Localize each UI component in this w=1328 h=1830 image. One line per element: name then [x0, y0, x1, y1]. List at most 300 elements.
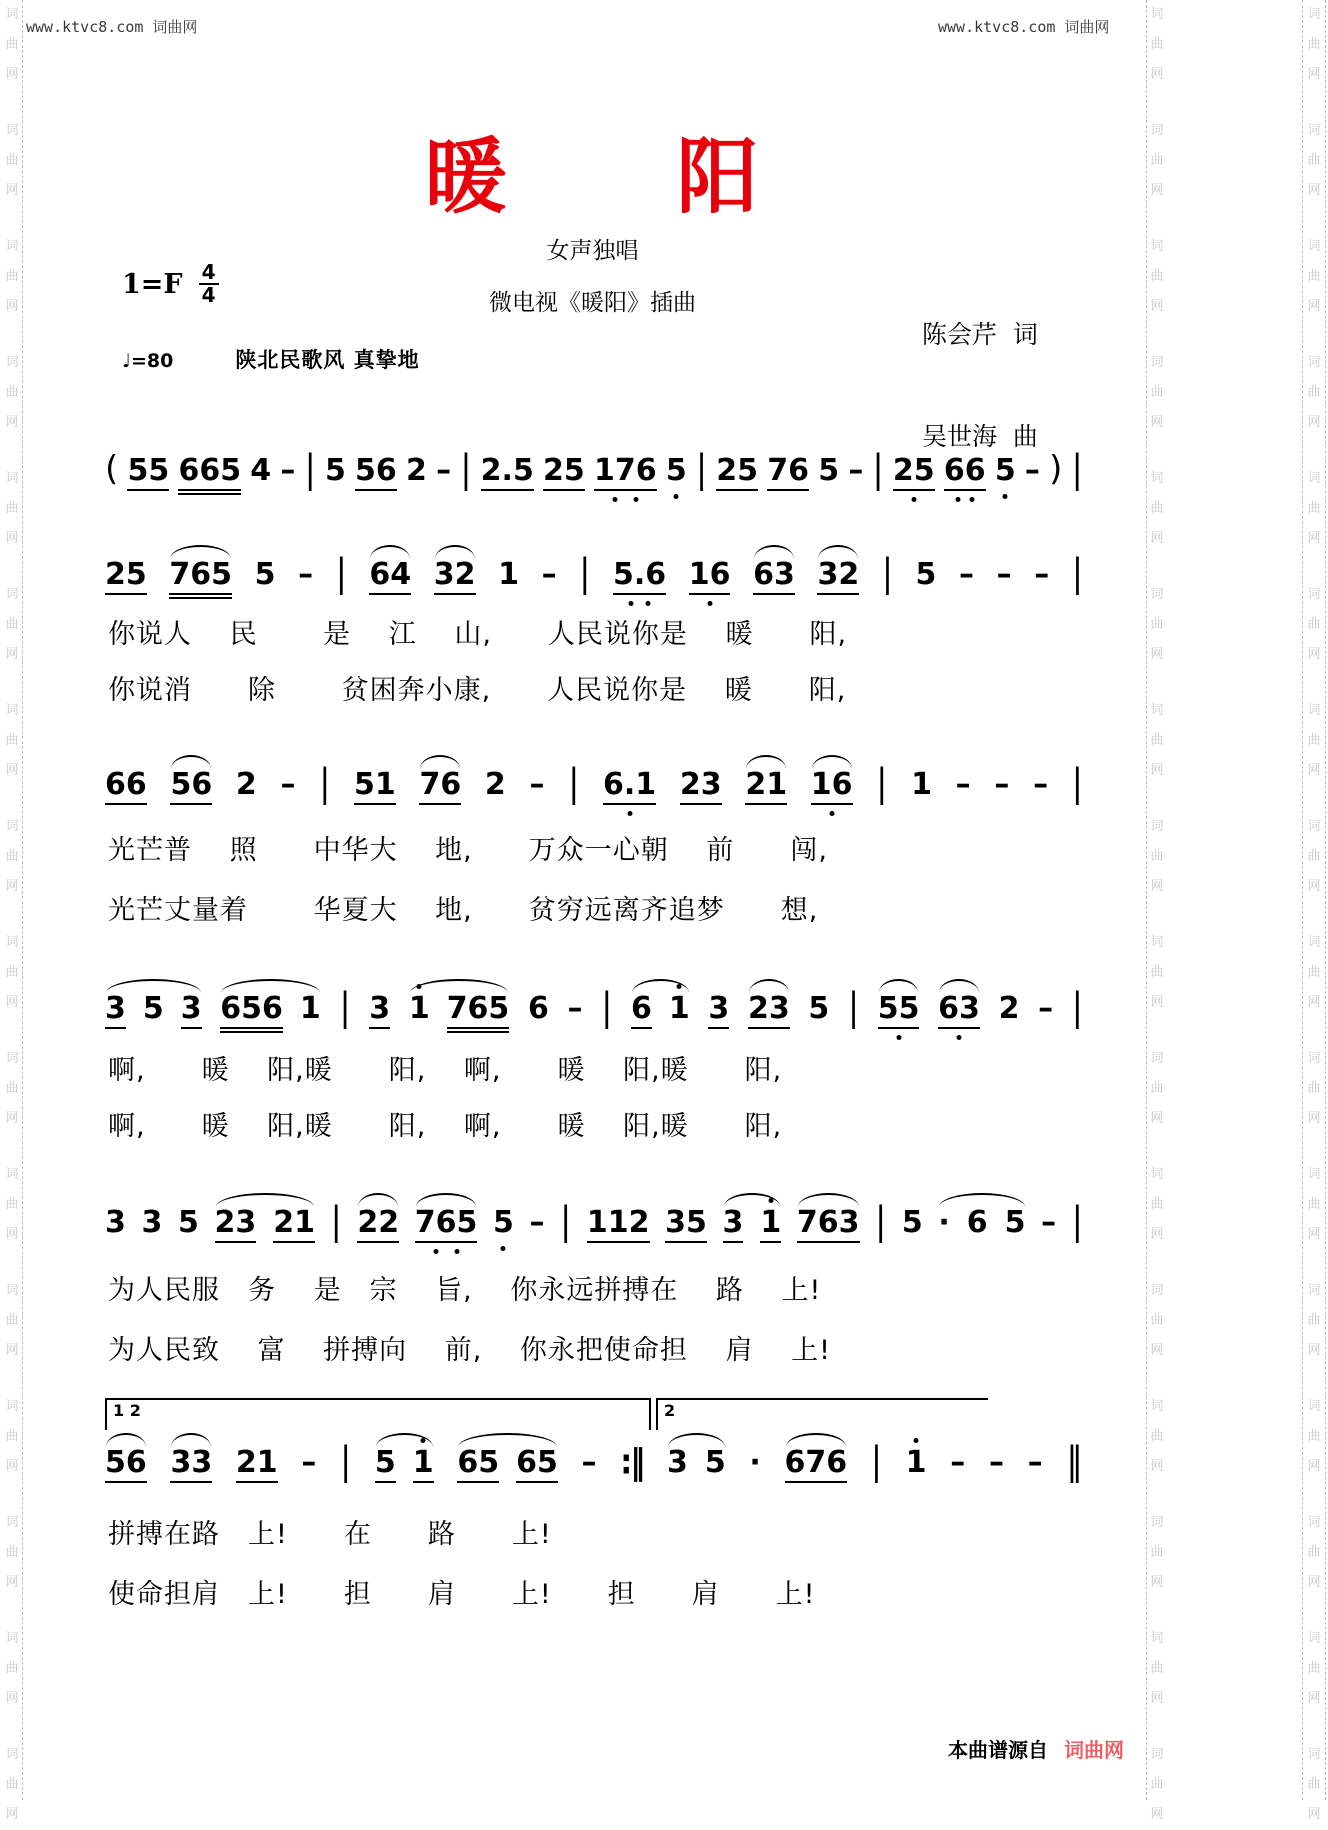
note-token: – [959, 557, 975, 592]
slur-group [753, 557, 795, 595]
note-token: 35 [665, 1208, 707, 1243]
margin-watermark-char: 网 [1150, 995, 1164, 1010]
margin-watermark-char: 词 [1150, 7, 1164, 22]
barline: | [568, 760, 580, 805]
margin-watermark-char: 网 [1307, 67, 1321, 82]
note-token: – [280, 767, 296, 802]
margin-watermark-char: 曲 [1307, 1313, 1321, 1328]
note-token: 112 [587, 1208, 650, 1243]
barline: | [579, 550, 591, 595]
slur-group [419, 767, 462, 805]
slur-group [938, 1205, 1026, 1240]
margin-watermark-char: 词 [1307, 239, 1321, 254]
note-token: ) [1049, 449, 1063, 489]
footer [948, 1734, 1124, 1763]
slur-group [374, 1445, 434, 1483]
note-token: 5 [808, 991, 830, 1026]
note-token: – [950, 1445, 966, 1480]
note-token: 5 [178, 1205, 199, 1240]
note-token: 5 [254, 557, 276, 592]
margin-watermark-char: 网 [1307, 1691, 1321, 1706]
barline: | [330, 1198, 342, 1243]
note-token: – [301, 1445, 317, 1480]
note-token: 5.6 [613, 560, 666, 595]
note-token: 1 [413, 1448, 434, 1483]
margin-watermark-char: 网 [1307, 183, 1321, 198]
margin-watermark-char: 词 [5, 7, 19, 22]
margin-watermark-char: 曲 [5, 733, 19, 748]
margin-watermark-char: 曲 [5, 1545, 19, 1560]
note-token: 63 [938, 994, 980, 1029]
margin-watermark-char: 曲 [1150, 965, 1164, 980]
margin-watermark-char: 曲 [1307, 37, 1321, 52]
composer-credit: 吴世海 曲 [922, 422, 1038, 451]
margin-watermark-char: 曲 [1150, 1429, 1164, 1444]
octave-dot-below [911, 497, 916, 502]
margin-watermark-char: 曲 [5, 1661, 19, 1676]
note-token: 176 [594, 456, 657, 491]
music-line-6 [105, 1422, 1083, 1483]
octave-dot-above [421, 1438, 426, 1443]
key-time-signature [122, 262, 219, 306]
margin-watermark-char: 词 [1307, 1399, 1321, 1414]
margin-watermark-char: 曲 [1307, 501, 1321, 516]
note-token: 5 [666, 456, 687, 486]
margin-watermark-char: 曲 [1150, 1777, 1164, 1792]
margin-watermark-char: 网 [5, 879, 19, 894]
note-token: 2 [406, 453, 427, 488]
note-token: 21 [236, 1448, 278, 1483]
tempo-row [122, 344, 420, 374]
margin-watermark-char: 曲 [5, 153, 19, 168]
margin-watermark-char: 词 [1150, 123, 1164, 138]
margin-watermark-char: 曲 [1150, 153, 1164, 168]
margin-watermark-char: 曲 [1307, 1081, 1321, 1096]
octave-dot-below [829, 811, 834, 816]
key-signature: 1=F [122, 268, 183, 300]
margin-watermark-char: 网 [1307, 879, 1321, 894]
volta-label: 2 [664, 1401, 676, 1420]
note-token: – [955, 767, 971, 802]
margin-watermark-char: 曲 [5, 1777, 19, 1792]
margin-watermark-char: 网 [5, 67, 19, 82]
volta-bracket-1 [105, 1398, 651, 1430]
lyrics-line-5: 啊, 暖 阳,暖 阳, 啊, 暖 阳,暖 阳, [108, 1055, 783, 1086]
barline: | [876, 760, 888, 805]
octave-dot-below [433, 1249, 438, 1254]
margin-watermark-char: 曲 [5, 1313, 19, 1328]
note-token: 1 [498, 557, 520, 592]
note-token: 5 [375, 1448, 396, 1483]
barline: | [870, 1438, 882, 1483]
slur-group [357, 1205, 400, 1243]
note-token: 56 [105, 1448, 147, 1483]
margin-watermark-char: 词 [5, 355, 19, 370]
note-token: 32 [817, 560, 859, 595]
site-link-top-left[interactable]: www.ktvc8.com 词曲网 [26, 18, 198, 36]
note-token: 4 [250, 453, 272, 488]
note-token: 3 [181, 994, 202, 1029]
note-token: 1 [760, 1208, 781, 1243]
margin-watermark-char: 曲 [1307, 733, 1321, 748]
margin-watermark-char: 曲 [1307, 1545, 1321, 1560]
barline: | [304, 446, 316, 491]
note-token: – [529, 1205, 545, 1240]
footer-source-label: 本曲谱源自 [948, 1738, 1048, 1762]
note-token: 3 [666, 1445, 688, 1480]
tempo-marking: ♩=80 [122, 350, 174, 372]
note-token: 76 [767, 456, 809, 491]
margin-watermark-char: 网 [5, 531, 19, 546]
note-token: 32 [434, 560, 476, 595]
note-token: 25 [105, 560, 147, 595]
margin-watermark-char: 网 [1150, 1343, 1164, 1358]
margin-watermark-char: 网 [1150, 183, 1164, 198]
note-token: 5 [915, 557, 937, 592]
margin-watermark-char: 词 [1307, 1051, 1321, 1066]
episode-note: 微电视《暖阳》插曲 [489, 290, 696, 316]
margin-watermark-char: 词 [5, 123, 19, 138]
note-token: 2.5 [481, 456, 534, 491]
margin-watermark-char: 网 [1150, 1575, 1164, 1590]
margin-watermark-char: 曲 [1150, 617, 1164, 632]
note-token: 76 [419, 770, 461, 805]
note-token: 5 [142, 991, 164, 1026]
lyrics-line-6: 啊, 暖 阳,暖 阳, 啊, 暖 阳,暖 阳, [108, 1111, 783, 1142]
barline: | [340, 1438, 352, 1483]
margin-watermark-char: 网 [1150, 67, 1164, 82]
margin-watermark-char: 词 [1150, 1283, 1164, 1298]
site-link-top-right[interactable]: www.ktvc8.com 词曲网 [938, 18, 1110, 36]
margin-watermark-char: 网 [1150, 763, 1164, 778]
margin-watermark-char: 词 [1150, 1631, 1164, 1646]
margin-watermark-char: 词 [5, 587, 19, 602]
margin-watermark-char: 词 [1307, 587, 1321, 602]
lyricist-credit: 陈会芹 词 [922, 320, 1038, 349]
lyrics-line-4: 光芒丈量着 华夏大 地, 贫穷远离齐追梦 想, [108, 895, 819, 926]
margin-watermark-char: 曲 [5, 965, 19, 980]
lyrics-line-2: 你说消 除 贫困奔小康, 人民说你是 暖 阳, [108, 675, 847, 706]
margin-watermark-char: 词 [1150, 587, 1164, 602]
margin-watermark-char: 曲 [1150, 269, 1164, 284]
octave-dot-below [646, 601, 651, 606]
margin-watermark-char: 曲 [1150, 733, 1164, 748]
margin-watermark-char: 词 [1150, 355, 1164, 370]
margin-watermark-char: 网 [5, 299, 19, 314]
margin-watermark-char: 曲 [1150, 37, 1164, 52]
barline: :‖ [620, 1442, 644, 1483]
margin-watermark-char: 词 [1307, 355, 1321, 370]
note-token: – [1027, 1445, 1043, 1480]
margin-watermark-char: 曲 [5, 849, 19, 864]
slur-group [433, 557, 476, 595]
margin-watermark-char: 网 [5, 1575, 19, 1590]
slur-group [817, 557, 860, 595]
margin-watermark-char: 词 [1150, 1167, 1164, 1182]
barline: | [872, 446, 884, 491]
margin-watermark-char: 网 [5, 1343, 19, 1358]
margin-watermark-char: 词 [1307, 1283, 1321, 1298]
note-token: 65 [457, 1448, 499, 1483]
barline: | [1071, 984, 1083, 1029]
octave-dot-above [768, 1198, 773, 1203]
note-token: 1 [409, 994, 430, 1024]
note-token: 6 [527, 991, 549, 1026]
note-token: 3 [141, 1205, 163, 1240]
margin-watermark-char: 网 [1307, 1459, 1321, 1474]
margin-watermark-char: 网 [5, 1111, 19, 1126]
margin-watermark-char: 曲 [5, 385, 19, 400]
note-token: 3 [105, 1205, 126, 1240]
note-token: 5 [493, 1208, 514, 1238]
note-token: 5 [818, 453, 840, 488]
margin-watermark-char: 曲 [5, 1081, 19, 1096]
margin-watermark-char: 网 [1307, 1575, 1321, 1590]
volta-bracket-2 [656, 1398, 988, 1430]
margin-watermark-char: 曲 [1307, 849, 1321, 864]
margin-watermark-char: 曲 [1150, 1081, 1164, 1096]
right-margin-watermark-inner [1146, 0, 1167, 1822]
slur-group [170, 767, 213, 805]
note-token: 6 [631, 994, 652, 1029]
note-token: – [1033, 767, 1049, 802]
note-token: 3 [105, 994, 126, 1029]
note-token: 25 [716, 456, 758, 491]
slur-group [105, 991, 202, 1029]
margin-watermark-char: 网 [1307, 1343, 1321, 1358]
margin-watermark-char: 词 [5, 471, 19, 486]
octave-dot-above [677, 984, 682, 989]
barline: ‖ [1066, 1438, 1083, 1483]
margin-watermark-char: 网 [1150, 531, 1164, 546]
margin-watermark-char: 网 [5, 647, 19, 662]
margin-watermark-char: 词 [5, 1167, 19, 1182]
margin-watermark-char: 词 [1307, 935, 1321, 950]
margin-watermark-char: 曲 [1150, 1313, 1164, 1328]
margin-watermark-char: 曲 [1307, 1777, 1321, 1792]
margin-watermark-char: 网 [5, 1807, 19, 1822]
music-line-3 [105, 744, 1083, 805]
lyrics-line-3: 光芒普 照 中华大 地, 万众一心朝 前 闯, [108, 835, 828, 866]
margin-watermark-char: 词 [1150, 239, 1164, 254]
slur-group [408, 991, 510, 1029]
note-token: 56 [170, 770, 212, 805]
note-token: – [581, 1445, 597, 1480]
note-token: – [848, 453, 864, 488]
margin-watermark-char: 词 [5, 1515, 19, 1530]
octave-dot-below [896, 1035, 901, 1040]
margin-watermark-char: 网 [1150, 879, 1164, 894]
left-margin-watermark [2, 0, 23, 1822]
note-token: 22 [357, 1208, 399, 1243]
slur-group [631, 991, 690, 1029]
octave-dot-above [914, 1438, 919, 1443]
note-token: 5 [995, 456, 1016, 486]
margin-watermark-char: 网 [5, 183, 19, 198]
margin-watermark-char: 词 [5, 1051, 19, 1066]
time-signature [199, 262, 219, 306]
barline: | [695, 446, 708, 491]
note-token: 66 [944, 456, 986, 491]
margin-watermark-char: 曲 [1307, 1429, 1321, 1444]
note-token: 5 [1004, 1205, 1026, 1240]
margin-watermark-char: 曲 [5, 37, 19, 52]
note-token: 1 [911, 767, 932, 802]
slur-group [666, 1445, 726, 1480]
note-token: 64 [369, 560, 411, 595]
barline: | [460, 446, 472, 491]
slur-group [938, 991, 980, 1029]
barline: | [601, 984, 613, 1029]
barline: | [1071, 446, 1083, 491]
margin-watermark-char: 词 [5, 1747, 19, 1762]
volta-label: 1 2 [113, 1401, 141, 1420]
margin-watermark-char: 词 [1150, 1747, 1164, 1762]
note-token: 765 [447, 994, 510, 1029]
margin-watermark-char: 网 [1307, 1807, 1321, 1822]
slur-group [784, 1445, 848, 1483]
margin-watermark-char: 网 [5, 763, 19, 778]
note-token: 763 [797, 1208, 860, 1243]
octave-dot-below [633, 497, 638, 502]
note-token: 23 [748, 994, 790, 1029]
margin-watermark-char: 网 [5, 995, 19, 1010]
music-line-2 [105, 534, 1083, 595]
margin-watermark-char: 网 [5, 1459, 19, 1474]
margin-watermark-char: 词 [1150, 1399, 1164, 1414]
octave-dot-below [627, 811, 632, 816]
margin-watermark-char: 网 [1150, 1227, 1164, 1242]
right-margin-watermark-outer [1302, 0, 1326, 1822]
lyrics-line-9: 拼搏在路 上! 在 路 上! [108, 1519, 552, 1550]
note-token: 25 [893, 456, 935, 491]
note-token: 25 [543, 456, 585, 491]
margin-watermark-char: 曲 [5, 269, 19, 284]
note-token: 16 [811, 770, 853, 805]
margin-watermark-char: 曲 [1150, 849, 1164, 864]
note-token: – [996, 557, 1012, 592]
octave-dot-below [628, 601, 633, 606]
margin-watermark-char: 网 [1307, 415, 1321, 430]
margin-watermark-char: 网 [1307, 647, 1321, 662]
slur-group [105, 1445, 147, 1483]
note-token: 6.1 [603, 770, 656, 805]
lyrics-line-7: 为人民服 务 是 宗 旨, 你永远拼搏在 路 上! [108, 1275, 822, 1306]
music-line-1 [105, 430, 1083, 491]
octave-dot-below [955, 497, 960, 502]
margin-watermark-char: 网 [1307, 299, 1321, 314]
margin-watermark-char: 曲 [5, 617, 19, 632]
margin-watermark-char: 曲 [1307, 965, 1321, 980]
octave-dot-below [674, 494, 679, 499]
margin-watermark-char: 网 [5, 415, 19, 430]
margin-watermark-char: 词 [1307, 7, 1321, 22]
style-marking: 陕北民歌风 真挚地 [235, 348, 420, 372]
slur-group [170, 1445, 213, 1483]
note-token: – [436, 453, 452, 488]
note-token: 3 [369, 994, 390, 1029]
margin-watermark-char: 词 [1150, 819, 1164, 834]
octave-dot-below [612, 497, 617, 502]
margin-watermark-char: 词 [1150, 935, 1164, 950]
margin-watermark-char: 词 [1150, 703, 1164, 718]
barline: | [560, 1198, 572, 1243]
margin-watermark-char: 词 [1307, 819, 1321, 834]
slur-group [220, 991, 321, 1029]
slur-group [877, 991, 920, 1029]
margin-watermark-char: 网 [1150, 1691, 1164, 1706]
note-token: – [567, 991, 583, 1026]
note-token: – [541, 557, 557, 592]
slur-group [745, 767, 788, 805]
octave-dot-below [454, 1249, 459, 1254]
note-token: 56 [355, 456, 397, 491]
margin-watermark-char: 曲 [1150, 385, 1164, 400]
note-token: – [280, 453, 296, 488]
note-token: 21 [745, 770, 787, 805]
octave-dot-below [957, 1035, 962, 1040]
margin-watermark-char: 网 [1307, 531, 1321, 546]
margin-watermark-char: 网 [1150, 647, 1164, 662]
margin-watermark-char: 词 [1307, 1167, 1321, 1182]
note-token: 51 [354, 770, 396, 805]
barline: | [1071, 550, 1083, 595]
barline: | [1071, 760, 1083, 805]
music-line-4 [105, 968, 1083, 1029]
note-token: – [298, 557, 314, 592]
note-token: 55 [127, 456, 169, 491]
note-token: 21 [273, 1208, 315, 1243]
margin-watermark-char: 词 [1307, 123, 1321, 138]
margin-watermark-char: 曲 [1307, 153, 1321, 168]
margin-watermark-char: 词 [5, 1631, 19, 1646]
note-token: 65 [516, 1448, 558, 1483]
note-token: ( [105, 449, 119, 489]
margin-watermark-char: 曲 [1150, 501, 1164, 516]
octave-dot-below [969, 497, 974, 502]
slur-group [169, 557, 232, 595]
lyrics-line-1: 你说人 民 是 江 山, 人民说你是 暖 阳, [108, 619, 848, 650]
lyrics-line-8: 为人民致 富 拼搏向 前, 你永把使命担 肩 上! [108, 1335, 831, 1366]
margin-watermark-char: 网 [1307, 995, 1321, 1010]
margin-watermark-char: 曲 [1307, 385, 1321, 400]
song-title: 暖 阳 [424, 129, 761, 225]
note-token: 5 [324, 453, 346, 488]
note-token: 33 [170, 1448, 212, 1483]
margin-watermark-char: 词 [1150, 471, 1164, 486]
margin-watermark-char: 曲 [1307, 1197, 1321, 1212]
margin-watermark-char: 网 [1307, 1111, 1321, 1126]
barline: | [339, 984, 351, 1029]
margin-watermark-char: 词 [1150, 1515, 1164, 1530]
note-token: 55 [878, 994, 920, 1029]
barline: | [1071, 1198, 1083, 1243]
margin-watermark-char: 词 [5, 1399, 19, 1414]
note-token: 3 [723, 1208, 744, 1243]
margin-watermark-char: 网 [5, 1691, 19, 1706]
time-signature-bottom: 4 [201, 283, 216, 307]
margin-watermark-char: 词 [1307, 471, 1321, 486]
note-token: · [749, 1445, 761, 1480]
barline: | [881, 550, 893, 595]
margin-watermark-char: 词 [1307, 1747, 1321, 1762]
slur-group [457, 1445, 558, 1483]
margin-watermark-char: 曲 [1150, 1661, 1164, 1676]
note-token: – [988, 1445, 1004, 1480]
margin-watermark-char: 曲 [1150, 1197, 1164, 1212]
note-token: 2 [998, 991, 1020, 1026]
footer-site-link[interactable]: 词曲网 [1064, 1738, 1124, 1762]
